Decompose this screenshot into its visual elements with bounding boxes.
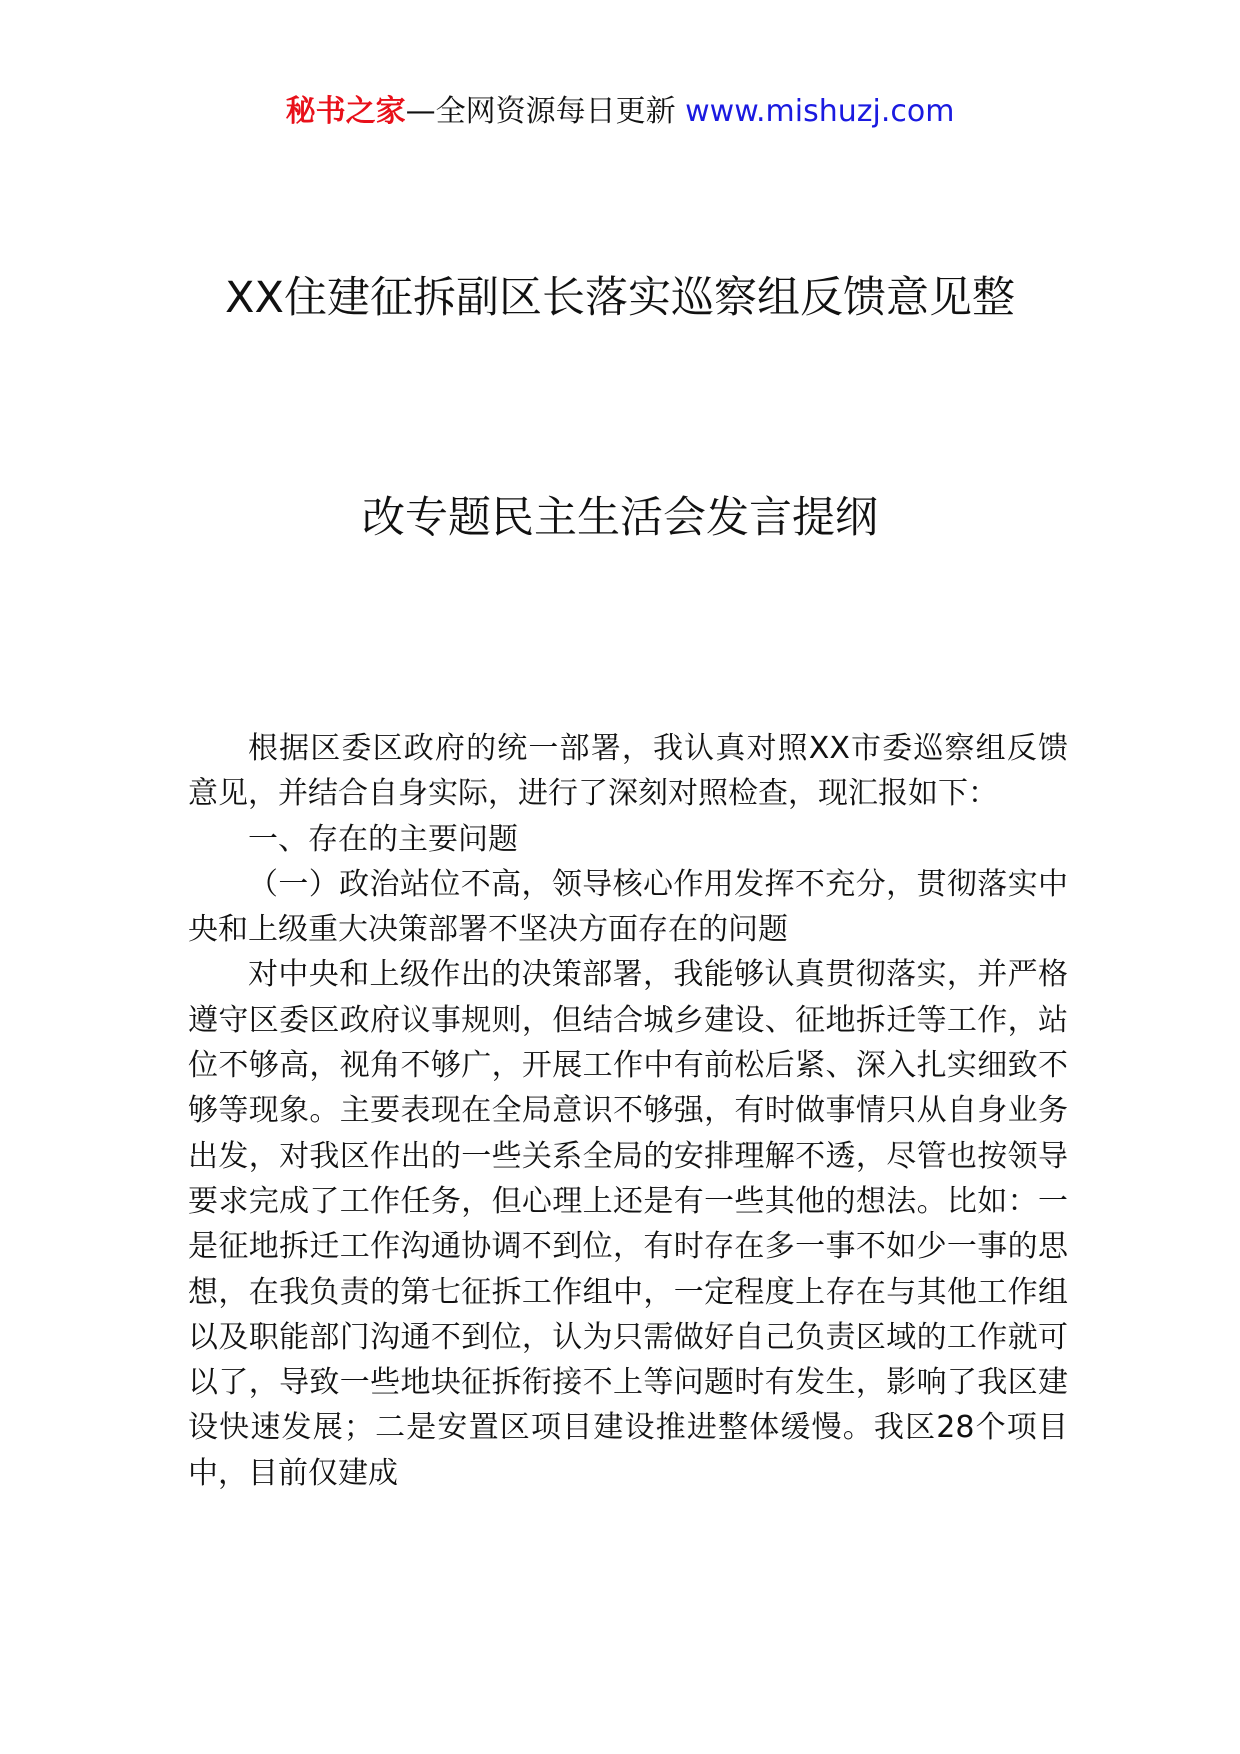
site-url-link[interactable]: www.mishuzj.com — [685, 94, 955, 129]
page-header — [0, 92, 1240, 132]
header-tagline: —全网资源每日更新 — [405, 94, 686, 129]
document-title-line-2: 改专题民主生活会发言提纲 — [362, 493, 878, 543]
subsection-heading: （一）政治站位不高，领导核心作用发挥不充分，贯彻落实中央和上级重大决策部署不坚决方面存在的问题 — [188, 866, 1068, 948]
brand-name: 秘书之家 — [285, 94, 406, 129]
document-title-line-1: XX住建征拆副区长落实巡察组反馈意见整 — [225, 273, 1015, 323]
body-paragraph: 对中央和上级作出的决策部署，我能够认真贯彻落实，并严格遵守区委区政府议事规则，但结合城乡建设、征地拆迁等工作，站位不够高，视角不够广，开展工作中有前松后紧、深入扎实细致不够等现象。主要表现在全局意识不够强，有时做事情只从自身业务出发，对我区作出的一些关系全局的安排理解不透，尽管也按领导要求完成了工作任务，但心理上还是有一些其他的想法。比如：一是征地拆迁工作沟通协调不到位，有时存在多一事不如少一事的思想，在我负责的第七征拆工作组中，一定程度上存在与其他工作组以及职能部门沟通不到位，认为只需做好自己负责区域的工作就可以了，导致一些地块征拆衔接不上等问题时有发生，影响了我区建设快速发展；二是安置区项目建设推进整体缓慢。我区28个项目中，目前仅建成 — [188, 957, 1068, 1491]
section-heading: 一、存在的主要问题 — [248, 821, 518, 857]
document-body — [188, 726, 1068, 1496]
intro-paragraph: 根据区委区政府的统一部署，我认真对照XX市委巡察组反馈意见，并结合自身实际，进行了深刻对照检查，现汇报如下： — [188, 731, 1068, 812]
